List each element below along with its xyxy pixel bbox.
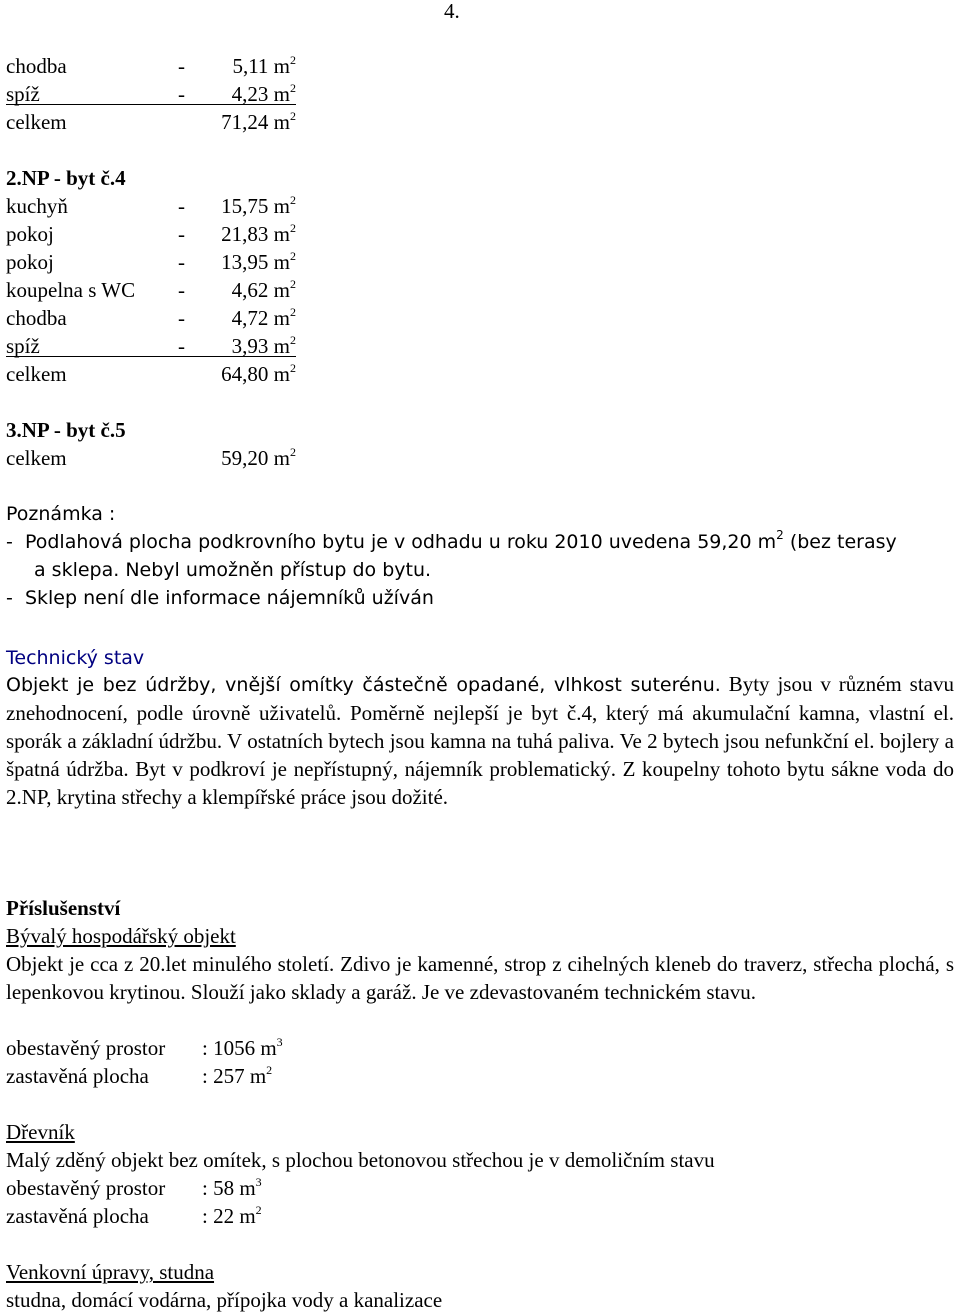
outdoor-heading: Venkovní úpravy, studna bbox=[6, 1260, 215, 1284]
farm-volume-row: obestavěný prostor : 1056 $m^3$ bbox=[6, 1035, 283, 1060]
area-row-total: celkem 64,80 $m^2$ bbox=[6, 361, 296, 386]
area-row-kitchen: kuchyň - 15,75 $m^2$ bbox=[6, 193, 296, 218]
note-line: - Podlahová plocha podkrovního bytu je v odhadu u roku 2010 uvedena 59,20 $m^2$ (bez terasy bbox=[6, 528, 897, 553]
woodshed-text: Malý zděný objekt bez omítek, s plochou betonovou střechou je v demoličním stavu bbox=[6, 1148, 715, 1172]
note-line: a sklepa. Nebyl umožněn přístup do bytu. bbox=[34, 559, 432, 581]
accessories-heading: Příslušenství bbox=[6, 896, 121, 920]
farm-building-text: Objekt je cca z 20.let minulého století. Zdivo je kamenné, strop z cihelných kleneb do traverz, střecha plochá, s lepenkovou krytinou. Slouží jako sklady a garáž. Je ve zdevastovaném technickém stavu. bbox=[6, 952, 954, 1004]
flat4-heading: 2.NP - byt č.4 bbox=[6, 166, 126, 190]
area-row-total: celkem 59,20 $m^2$ bbox=[6, 445, 296, 470]
note-line: - Sklep není dle informace nájemníků užíván bbox=[6, 587, 434, 609]
woodshed-volume-row: obestavěný prostor : 58 $m^3$ bbox=[6, 1175, 262, 1200]
area-row-chodba: chodba - 5,11 $m^2$ bbox=[6, 53, 296, 78]
area-row-pantry: spíž - 3,93 $m^2$ bbox=[6, 333, 296, 358]
area-row-bathroom: koupelna s WC - 4,62 $m^2$ bbox=[6, 277, 296, 302]
page-number: 4. bbox=[444, 0, 460, 23]
area-row-hallway: chodba - 4,72 $m^2$ bbox=[6, 305, 296, 330]
area-row-room: pokoj - 21,83 $m^2$ bbox=[6, 221, 296, 246]
woodshed-heading: Dřevník bbox=[6, 1120, 75, 1144]
woodshed-area-row: zastavěná plocha : 22 $m^2$ bbox=[6, 1203, 262, 1228]
farm-building-heading: Bývalý hospodářský objekt bbox=[6, 924, 236, 948]
note-title: Poznámka : bbox=[6, 503, 116, 525]
area-row-spiz: spíž - 4,23 $m^2$ bbox=[6, 81, 296, 106]
area-row-total: celkem 71,24 $m^2$ bbox=[6, 109, 296, 134]
farm-area-row: zastavěná plocha : 257 $m^2$ bbox=[6, 1063, 273, 1088]
technical-state-heading: Technický stav bbox=[6, 647, 145, 669]
technical-state-text: Objekt je bez údržby, vnější omítky částečně opadané, vlhkost suterénu. Byty jsou v různém stavu znehodnocení, podle úrovně uživatelů. Poměrně nejlepší je byt č.4, který má akumulační kamna, vlastní el. sporák a základní údržbu. V ostatních bytech jsou kamna na tuhá paliva. Ve 2 bytech jsou nefunkční el. bojlery a špatná údržba. Byt v podkroví je nepřístupný, nájemník problematický. Z koupelny tohoto bytu sákne voda do 2.NP, krytina střechy a klempířské práce jsou dožité. bbox=[6, 672, 954, 809]
flat5-heading: 3.NP - byt č.5 bbox=[6, 418, 126, 442]
outdoor-text: studna, domácí vodárna, přípojka vody a kanalizace bbox=[6, 1288, 443, 1312]
area-row-room: pokoj - 13,95 $m^2$ bbox=[6, 249, 296, 274]
